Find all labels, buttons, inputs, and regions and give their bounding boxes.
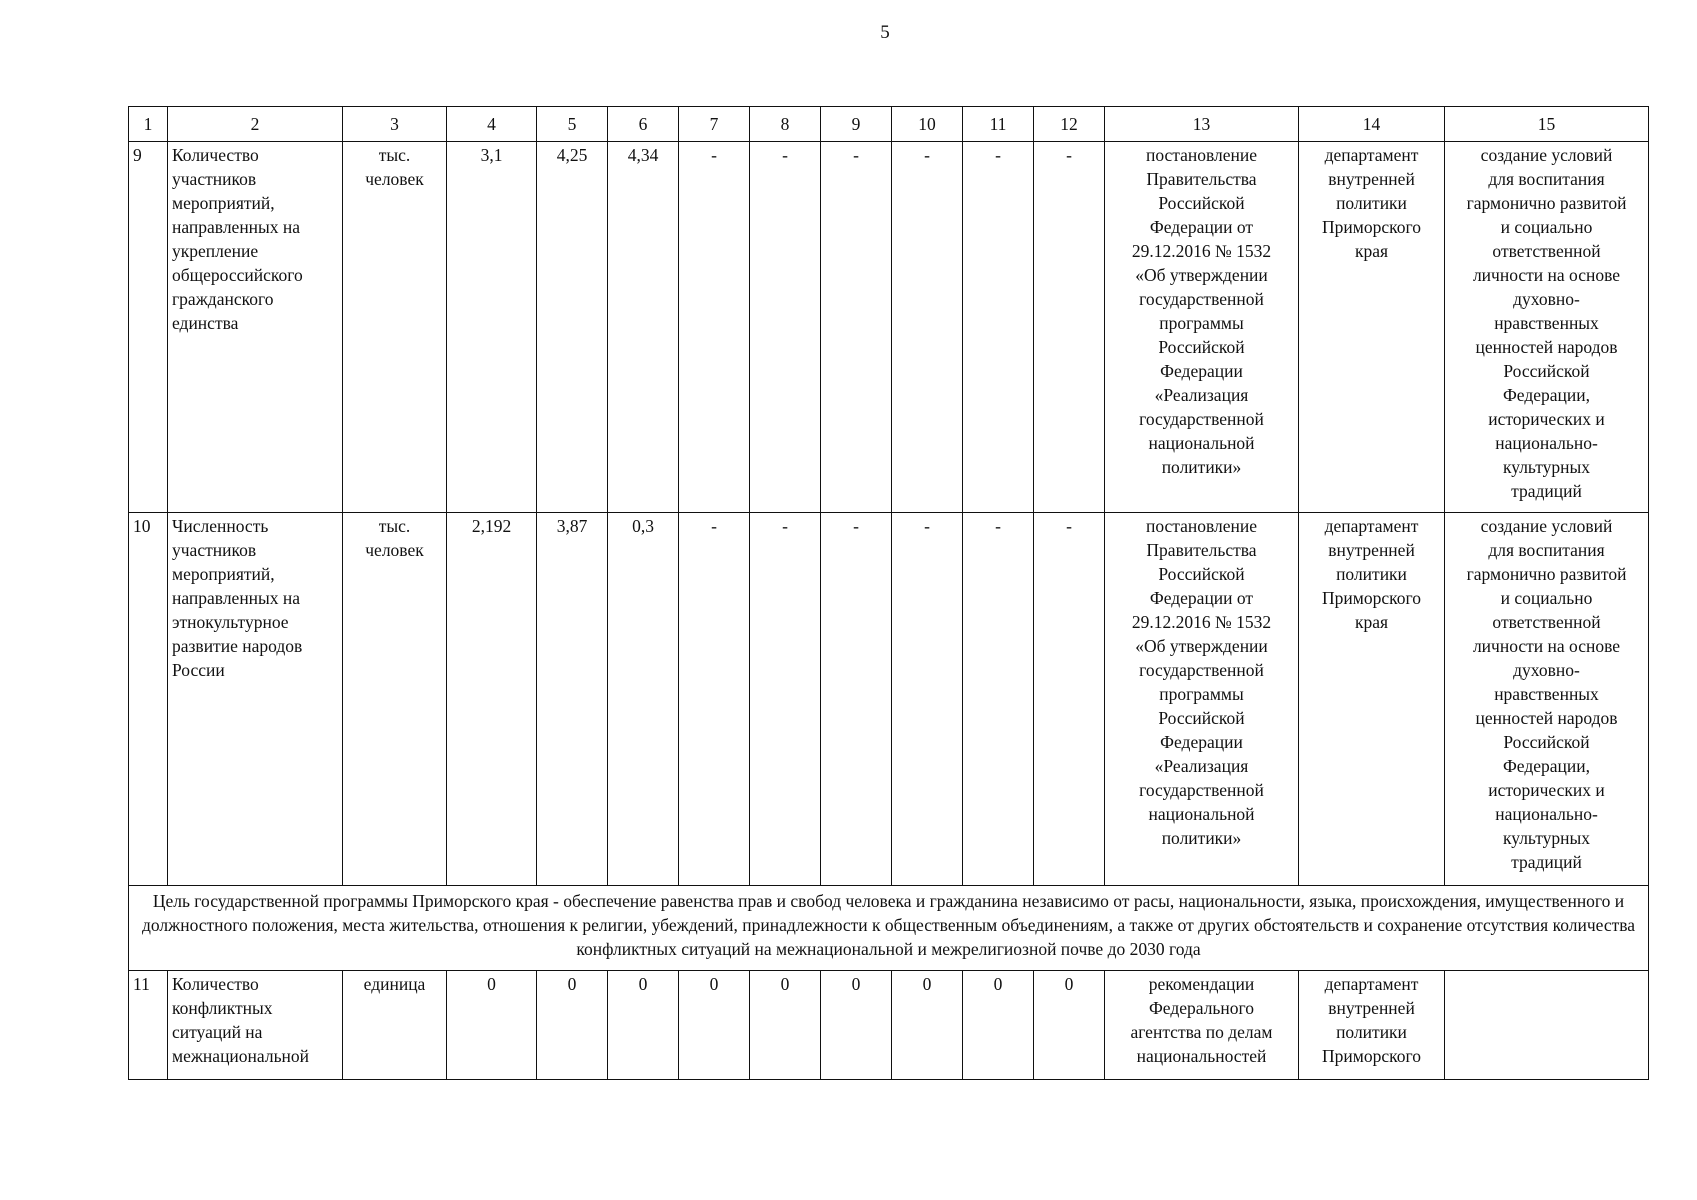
row-number: 9 <box>129 142 168 513</box>
indicators-table <box>128 106 1649 1080</box>
table-row <box>129 513 1649 886</box>
column-header: 12 <box>1034 107 1105 142</box>
indicator-name: Количество конфликтных ситуаций на межнациональной <box>168 971 343 1080</box>
column-header: 14 <box>1299 107 1445 142</box>
table-row <box>129 971 1649 1080</box>
indicator-name: Количество участников мероприятий, направленных на укрепление общероссийского гражданского единства <box>168 142 343 513</box>
source-document: постановление Правительства Российской Федерации от 29.12.2016 № 1532 «Об утверждении государственной программы Российской Федерации «Реализация государственной национальной политики» <box>1105 513 1299 886</box>
header-row <box>129 107 1649 142</box>
column-header: 5 <box>537 107 608 142</box>
value-cell: 0 <box>608 971 679 1080</box>
row-number: 11 <box>129 971 168 1080</box>
page-number: 5 <box>880 22 890 43</box>
value-cell: 0 <box>1034 971 1105 1080</box>
relation-to-goals <box>1445 971 1649 1080</box>
value-cell: - <box>750 142 821 513</box>
unit-cell: единица <box>343 971 447 1080</box>
row-number: 10 <box>129 513 168 886</box>
indicator-name: Численность участников мероприятий, направленных на этнокультурное развитие народов России <box>168 513 343 886</box>
program-goal-text: Цель государственной программы Приморского края - обеспечение равенства прав и свобод человека и гражданина независимо от расы, национальности, языка, происхождения, имущественного и должностного положения, места жительства, отношения к религии, убеждений, принадлежности к общественным объединениям, а также от других обстоятельств и сохранение отсутствия количества конфликтных ситуаций на межнациональной и межрелигиозной почве до 2030 года <box>129 886 1649 971</box>
value-cell: - <box>963 142 1034 513</box>
value-cell: 0 <box>679 971 750 1080</box>
value-cell: 0 <box>537 971 608 1080</box>
column-header: 1 <box>129 107 168 142</box>
responsible-body: департамент внутренней политики Приморского <box>1299 971 1445 1080</box>
unit-cell: тыс. человек <box>343 513 447 886</box>
column-header: 11 <box>963 107 1034 142</box>
unit-cell: тыс. человек <box>343 142 447 513</box>
value-cell: - <box>750 513 821 886</box>
column-header: 10 <box>892 107 963 142</box>
column-header: 8 <box>750 107 821 142</box>
column-header: 7 <box>679 107 750 142</box>
relation-to-goals: создание условий для воспитания гармонично развитой и социально ответственной личности на основе духовно- нравственных ценностей народов Российской Федерации, исторических и национально- культурных традиций <box>1445 142 1649 513</box>
value-cell: - <box>963 513 1034 886</box>
value-cell: 3,87 <box>537 513 608 886</box>
responsible-body: департамент внутренней политики Приморского края <box>1299 142 1445 513</box>
value-cell: 0 <box>447 971 537 1080</box>
source-document: постановление Правительства Российской Федерации от 29.12.2016 № 1532 «Об утверждении государственной программы Российской Федерации «Реализация государственной национальной политики» <box>1105 142 1299 513</box>
value-cell: 0 <box>821 971 892 1080</box>
value-cell: - <box>1034 513 1105 886</box>
responsible-body: департамент внутренней политики Приморского края <box>1299 513 1445 886</box>
value-cell: 2,192 <box>447 513 537 886</box>
value-cell: - <box>821 513 892 886</box>
value-cell: - <box>1034 142 1105 513</box>
column-header: 6 <box>608 107 679 142</box>
column-header: 3 <box>343 107 447 142</box>
source-document: рекомендации Федерального агентства по делам национальностей <box>1105 971 1299 1080</box>
value-cell: - <box>821 142 892 513</box>
column-header: 2 <box>168 107 343 142</box>
value-cell: - <box>892 513 963 886</box>
value-cell: 0 <box>892 971 963 1080</box>
column-header: 15 <box>1445 107 1649 142</box>
value-cell: 0 <box>750 971 821 1080</box>
value-cell: 0,3 <box>608 513 679 886</box>
value-cell: 4,34 <box>608 142 679 513</box>
value-cell: - <box>892 142 963 513</box>
value-cell: - <box>679 513 750 886</box>
value-cell: 3,1 <box>447 142 537 513</box>
value-cell: - <box>679 142 750 513</box>
value-cell: 4,25 <box>537 142 608 513</box>
column-header: 4 <box>447 107 537 142</box>
column-header: 13 <box>1105 107 1299 142</box>
goal-row <box>129 886 1649 971</box>
relation-to-goals: создание условий для воспитания гармонично развитой и социально ответственной личности на основе духовно- нравственных ценностей народов Российской Федерации, исторических и национально- культурных традиций <box>1445 513 1649 886</box>
table-row <box>129 142 1649 513</box>
value-cell: 0 <box>963 971 1034 1080</box>
column-header: 9 <box>821 107 892 142</box>
